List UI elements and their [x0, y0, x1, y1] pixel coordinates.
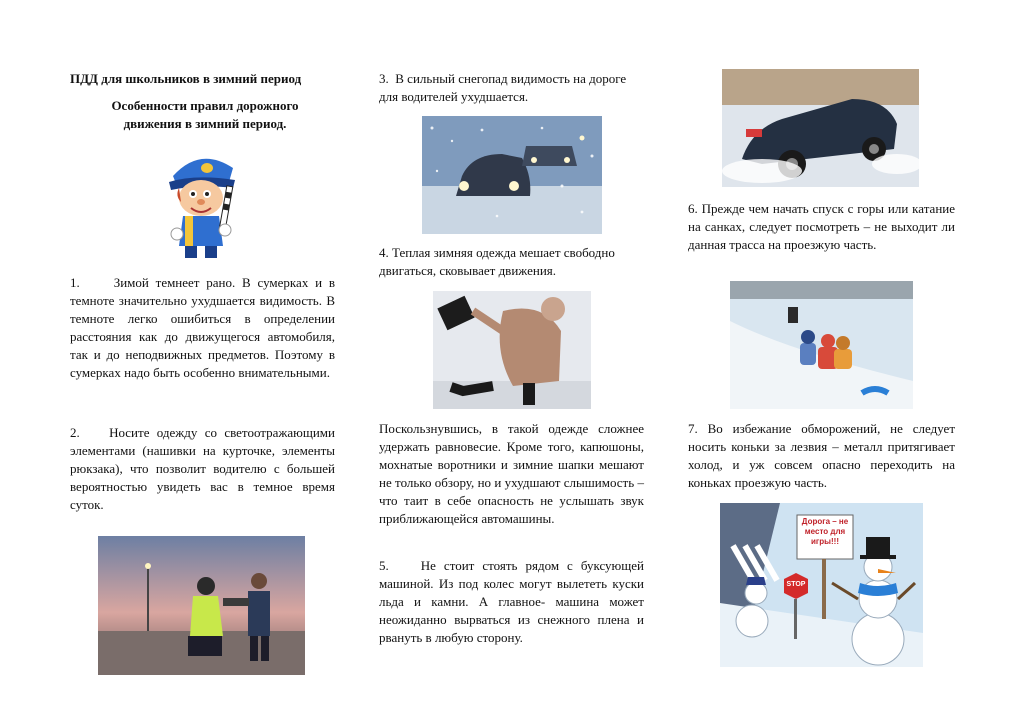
rule-2-text: 2. Носите одежду со светоотражающими элементами (нашивки на курточке, элементы рюкзака), что позволит водителю с большей вероятностью увидеть вас в темное время суток. [70, 425, 335, 512]
rule-6-text: 6. Прежде чем начать спуск с горы или катание на санках, следует посмотреть – не выходит ли данная трасса на проезжую часть. [688, 201, 955, 252]
traffic-boy-mascot-image [155, 146, 250, 260]
reflective-vest-photo [98, 536, 305, 675]
page-heading: ПДД для школьников в зимний период [70, 71, 302, 86]
rule-4-text: 4. Теплая зимняя одежда мешает свободно двигаться, сковывает движения. [379, 245, 615, 278]
road-sign-text: Дорога – не место для игры!!! [801, 517, 849, 546]
snowfall-traffic-photo [422, 116, 602, 234]
rule-3-text: 3. В сильный снегопад видимость на дороге для водителей ухудшается. [379, 71, 627, 104]
snowmen-road-sign-image [720, 503, 923, 667]
skidding-car-photo [722, 69, 919, 187]
sledding-children-photo [730, 281, 913, 409]
slipping-person-photo [433, 291, 591, 409]
rule-5-text: 5. Не стоит стоять рядом с буксующей машиной. Из под колес могут вылететь куски льда и камни. А главное- машина может неожиданно вырваться из снежного плена и рвануть в любую сторону. [379, 558, 644, 645]
rule-1-text: 1. Зимой темнеет рано. В сумерках и в темноте значительно ухудшается видимость. В темноте легко ошибиться в определении расстояния как до движущегося автомобиля, так и до неподвижных предметов. Поэтому в сумерках надо быть особенно внимательными. [70, 275, 335, 380]
stop-sign-text: STOP [786, 581, 806, 588]
rule-7-text: 7. Во избежание обморожений, не следует носить коньки за лезвия – металл притягивает холод, и уж совсем опасно переходить на коньках проезжую часть. [688, 421, 955, 490]
page-subheading: Особенности правил дорожного движения в зимний период. [111, 98, 299, 131]
rule-4-continued-text: Поскользнувшись, в такой одежде сложнее удержать равновесие. Кроме того, капюшоны, мохнатые воротники и зимние шапки мешают не только обзору, но и ухудшают слышимость – что таит в себе опасность не услышать звук приближающейся автомашины. [379, 421, 644, 526]
